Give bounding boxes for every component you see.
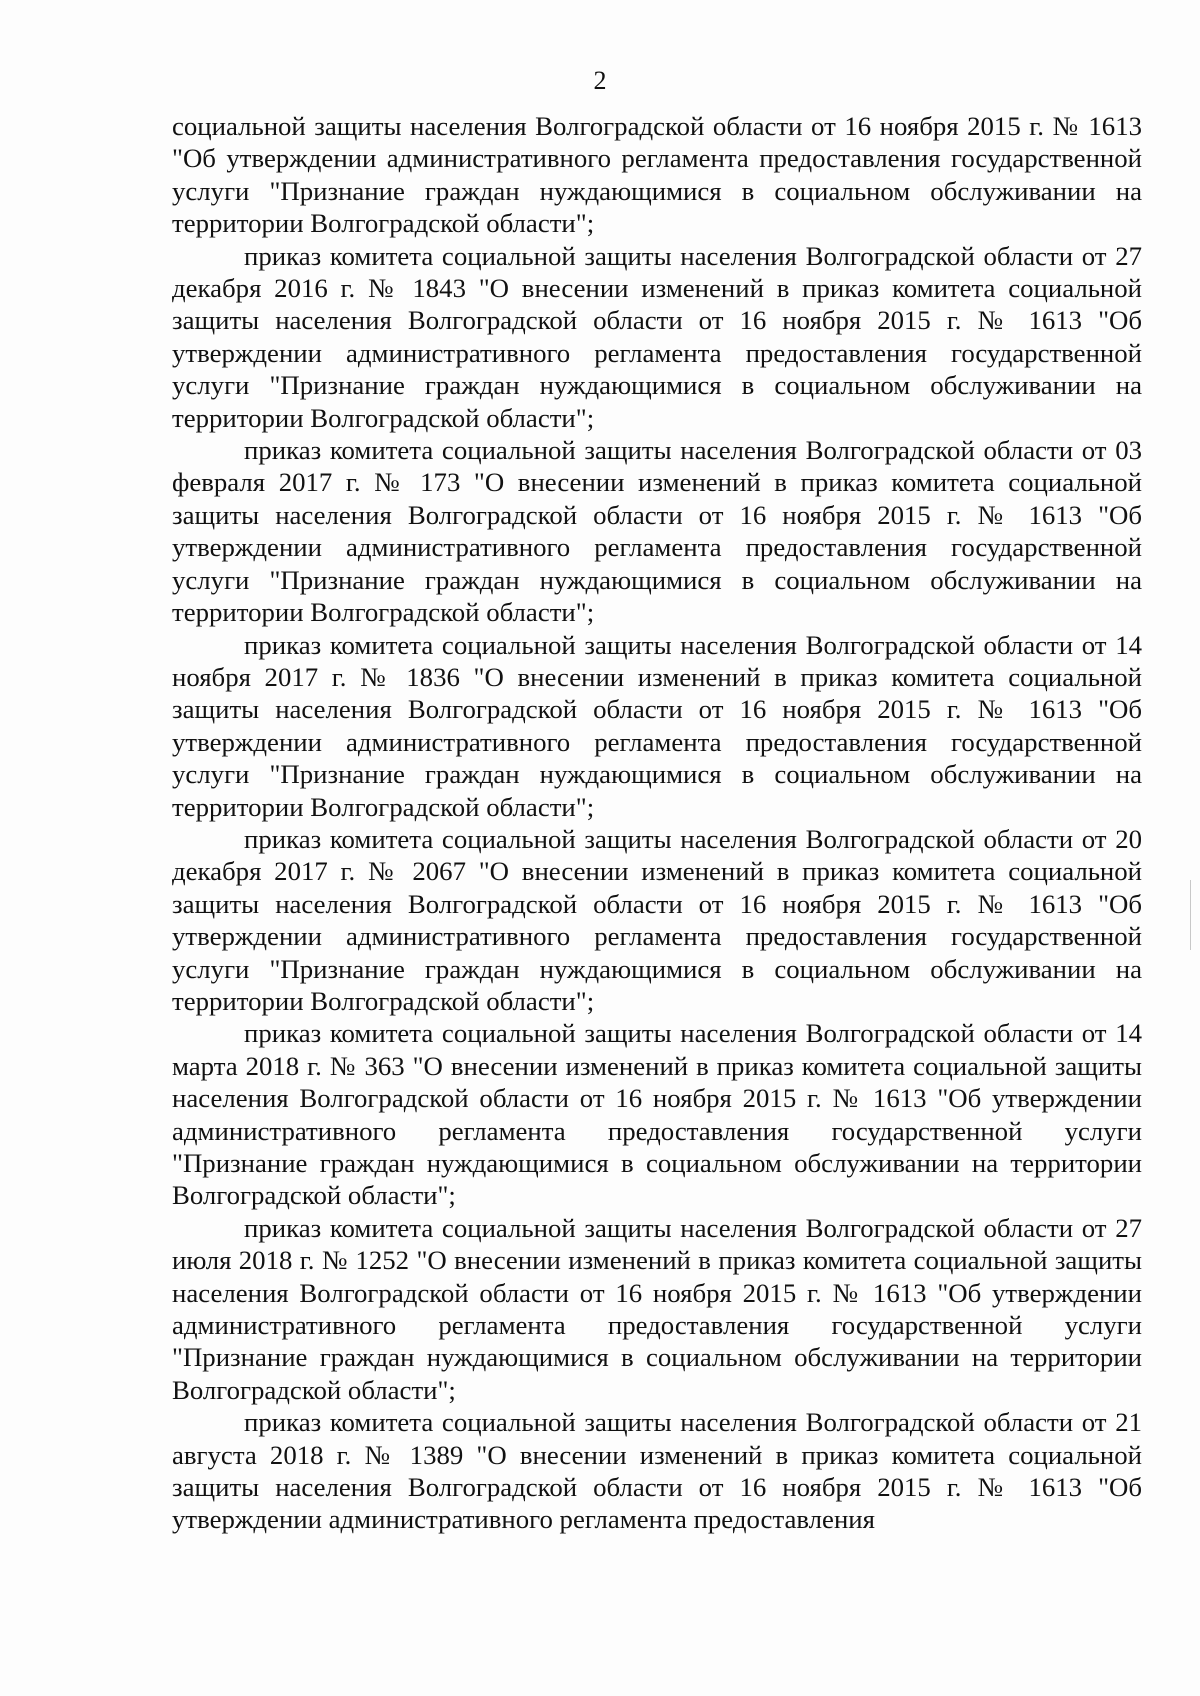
paragraph-order-1843: приказ комитета социальной защиты населения Волгоградской области от 27 декабря 2016 г. № 1843 "О внесении изменений в приказ комитета социальной защиты населения Волгоградской области от 16 ноября 2015 г. № 1613 "Об утверждении административного регламента предоставления государственной услуги "Признание граждан нуждающимися в социальном обслуживании на территории Волгоградской области"; — [172, 240, 1142, 433]
paragraph-order-1252: приказ комитета социальной защиты населения Волгоградской области от 27 июля 2018 г. № 1252 "О внесении изменений в приказ комитета социальной защиты населения Волгоградской области от 16 ноября 2015 г. № 1613 "Об утверждении административного регламента предоставления государственной услуги "Признание граждан нуждающимися в социальном обслуживании на территории Волгоградской области"; — [172, 1212, 1142, 1405]
paragraph-order-1389: приказ комитета социальной защиты населения Волгоградской области от 21 августа 2018 г. № 1389 "О внесении изменений в приказ комитета социальной защиты населения Волгоградской области от 16 ноября 2015 г. № 1613 "Об утверждении административного регламента предоставления — [172, 1407, 1142, 1535]
document-body — [172, 110, 1142, 1536]
paragraph-order-173: приказ комитета социальной защиты населения Волгоградской области от 03 февраля 2017 г. № 173 "О внесении изменений в приказ комитета социальной защиты населения Волгоградской области от 16 ноября 2015 г. № 1613 "Об утверждении административного регламента предоставления государственной услуги "Признание граждан нуждающимися в социальном обслуживании на территории Волгоградской области"; — [172, 435, 1142, 628]
scan-margin-mark — [1190, 880, 1191, 950]
paragraph-continuation: социальной защиты населения Волгоградской области от 16 ноября 2015 г. № 1613 "Об утверждении административного регламента предоставления государственной услуги "Признание граждан нуждающимися в социальном обслуживании на территории Волгоградской области"; — [172, 111, 1142, 239]
paragraph-order-363: приказ комитета социальной защиты населения Волгоградской области от 14 марта 2018 г. № 363 "О внесении изменений в приказ комитета социальной защиты населения Волгоградской области от 16 ноября 2015 г. № 1613 "Об утверждении административного регламента предоставления государственной услуги "Признание граждан нуждающимися в социальном обслуживании на территории Волгоградской области"; — [172, 1018, 1142, 1211]
paragraph-order-2067: приказ комитета социальной защиты населения Волгоградской области от 20 декабря 2017 г. № 2067 "О внесении изменений в приказ комитета социальной защиты населения Волгоградской области от 16 ноября 2015 г. № 1613 "Об утверждении административного регламента предоставления государственной услуги "Признание граждан нуждающимися в социальном обслуживании на территории Волгоградской области"; — [172, 823, 1142, 1016]
page-number: 2 — [593, 66, 607, 95]
paragraph-order-1836: приказ комитета социальной защиты населения Волгоградской области от 14 ноября 2017 г. № 1836 "О внесении изменений в приказ комитета социальной защиты населения Волгоградской области от 16 ноября 2015 г. № 1613 "Об утверждении административного регламента предоставления государственной услуги "Признание граждан нуждающимися в социальном обслуживании на территории Волгоградской области"; — [172, 629, 1142, 822]
